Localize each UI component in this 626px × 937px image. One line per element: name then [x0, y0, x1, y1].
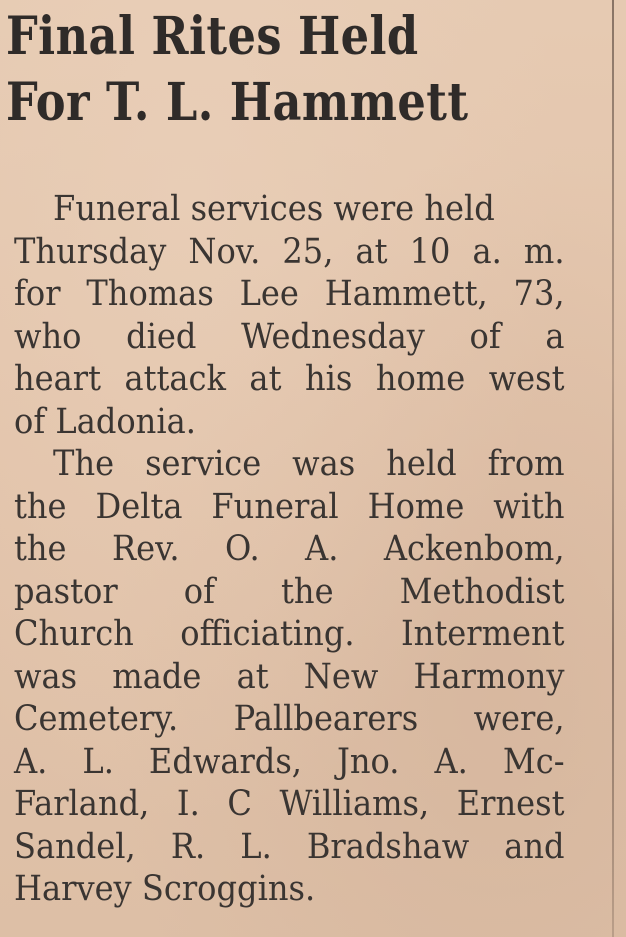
word: heart [14, 359, 102, 399]
body-line [14, 826, 565, 869]
word: R. [170, 826, 206, 867]
word: a [545, 316, 565, 357]
word: A. [14, 741, 48, 782]
word: Rev. [111, 529, 180, 569]
body-line [14, 528, 565, 571]
word: Harmony [413, 656, 565, 697]
word: a. [472, 231, 502, 272]
body-line: Funeral services were held [53, 189, 495, 229]
word: from [487, 444, 565, 484]
word: died [126, 316, 197, 357]
word: Thursday [14, 231, 167, 272]
word: A. [305, 529, 339, 569]
word: Church [14, 614, 134, 654]
word: was [292, 444, 356, 484]
word: New [303, 656, 379, 697]
word: A. [434, 741, 468, 782]
word: L. [240, 826, 272, 867]
word: made [112, 656, 202, 697]
word: m. [523, 231, 565, 272]
word: O. [225, 529, 260, 569]
word: Edwards, [148, 741, 303, 782]
word: the [14, 486, 67, 527]
word: at [249, 359, 282, 399]
word: at [355, 231, 388, 272]
body-line [14, 316, 565, 359]
body-line [14, 358, 565, 401]
word: of [469, 316, 501, 357]
word: The [53, 444, 115, 484]
paragraph-2 [14, 443, 565, 911]
paragraph-1 [14, 188, 565, 443]
body-line [14, 486, 565, 529]
word: Delta [95, 486, 183, 527]
word: for [14, 274, 61, 314]
word: service [145, 444, 262, 484]
word: Nov. [188, 231, 261, 272]
body-line [14, 273, 565, 316]
word: was [14, 656, 78, 697]
body-line [14, 443, 565, 486]
word: L. [82, 741, 114, 782]
body-line [14, 613, 565, 656]
word: west [488, 359, 565, 399]
word: 10 [409, 231, 451, 272]
column-rule [612, 0, 614, 937]
word: Jno. [337, 741, 400, 782]
word: at [236, 656, 269, 697]
article-body [14, 188, 565, 911]
body-line [14, 231, 565, 274]
word: Williams, [279, 784, 430, 824]
body-line [14, 656, 565, 699]
word: home [375, 359, 466, 399]
word: held [386, 444, 457, 484]
word: Ackenbom, [383, 529, 565, 569]
body-line [14, 698, 565, 741]
word: Farland, [14, 784, 150, 824]
body-line [14, 783, 565, 826]
word: Lee [239, 274, 299, 314]
body-line [14, 741, 565, 784]
word: with [493, 486, 565, 527]
word: pastor [14, 571, 118, 612]
word: C [227, 784, 252, 824]
word: who [14, 316, 82, 357]
word: Pallbearers [233, 699, 419, 739]
word: of [183, 571, 215, 612]
headline-line-2: For T. L. Hammett [6, 72, 469, 133]
word: were, [473, 699, 565, 739]
word: I. [176, 784, 200, 824]
word: Sandel, [14, 826, 136, 867]
word: Hammett, [324, 274, 488, 314]
word: the [14, 529, 67, 569]
word: attack [124, 359, 226, 399]
word: the [281, 571, 334, 612]
word: Wednesday [241, 316, 425, 357]
word: Ernest [456, 784, 565, 824]
word: 73, [513, 274, 565, 314]
body-line [14, 571, 565, 614]
body-line: Harvey Scroggins. [14, 869, 316, 909]
word: Home [367, 486, 465, 527]
word: Methodist [399, 571, 565, 612]
word: Cemetery. [14, 699, 179, 739]
word: Funeral [211, 486, 339, 527]
word: Mc- [502, 741, 565, 782]
word: Thomas [86, 274, 214, 314]
body-line: of Ladonia. [14, 401, 196, 442]
word: 25, [282, 231, 334, 272]
headline-line-1: Final Rites Held [6, 6, 419, 67]
word: his [304, 359, 353, 399]
word: Bradshaw [306, 826, 470, 867]
word: and [504, 826, 565, 867]
word: Interment [401, 614, 565, 654]
headline [6, 4, 513, 136]
word: officiating. [180, 614, 355, 654]
